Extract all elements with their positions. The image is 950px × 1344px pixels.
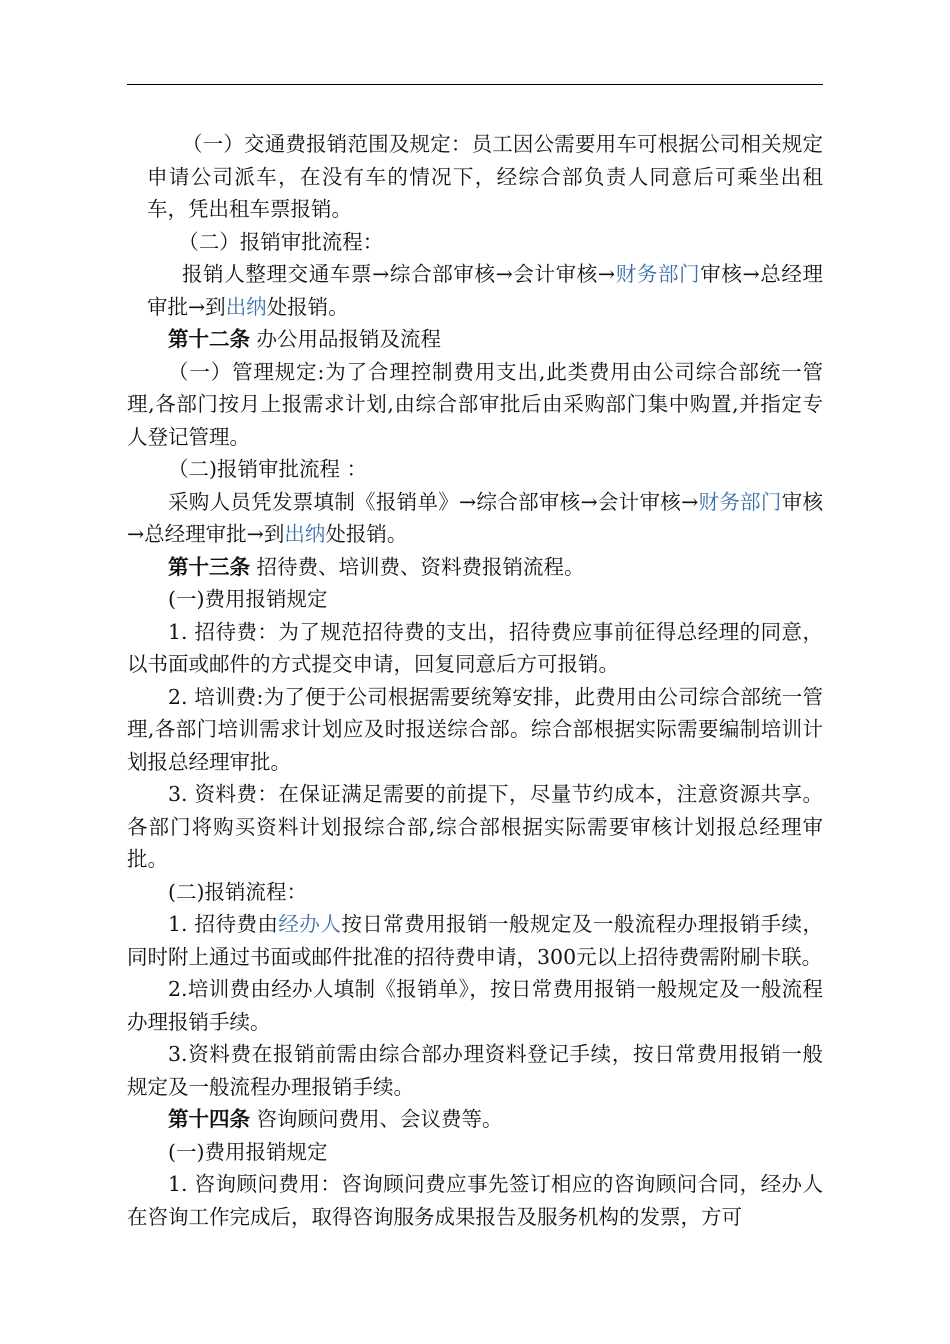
para-training-flow: 2.培训费由经办人填制《报销单》，按日常费用报销一般规定及一般流程办理报销手续。 — [127, 977, 823, 1034]
article-14-heading: 第十四条 咨询顾问费用、会议费等。 — [168, 1107, 503, 1131]
para-approval-heading-2: （二)报销审批流程 ： — [168, 457, 368, 481]
link-cashier[interactable]: 出纳 — [284, 522, 326, 546]
article-13-heading: 第十三条 招待费、培训费、资料费报销流程。 — [168, 554, 585, 579]
link-finance-dept[interactable]: 财务部门 — [698, 489, 782, 514]
para-approval-flow-1: 报销人整理交通车票→综合部审核→会计审核→财务部门审核→总经理审批→到出纳处报销。 — [147, 262, 824, 319]
article-12-heading: 第十二条 办公用品报销及流程 — [168, 327, 442, 351]
header-rule — [127, 84, 823, 85]
link-cashier[interactable]: 出纳 — [225, 294, 267, 319]
para-materials-rule: 3. 资料费：在保证满足需要的前提下，尽量节约成本，注意资源共享。各部门将购买资料计划报综合部,综合部根据实际需要审核计划报总经理审批。 — [127, 782, 823, 871]
para-expense-rules-heading-2: (一)费用报销规定 — [168, 1139, 328, 1164]
para-reimbursement-flow-heading: (二)报销流程： — [168, 879, 307, 904]
document-body — [127, 128, 823, 1233]
para-approval-heading-1: （二）报销审批流程： — [178, 229, 384, 254]
para-approval-flow-2: 采购人员凭发票填制《报销单》→综合部审核→会计审核→财务部门审核→总经理审批→到出纳处报销。 — [127, 489, 824, 546]
para-materials-flow: 3.资料费在报销前需由综合部办理资料登记手续，按日常费用报销一般规定及一般流程办理报销手续。 — [127, 1042, 823, 1099]
para-office-supplies-rules: （一）管理规定:为了合理控制费用支出,此类费用由公司综合部统一管理,各部门按月上报需求计划,由综合部审批后由采购部门集中购置,并指定专人登记管理。 — [127, 359, 823, 449]
para-entertainment-rule: 1. 招待费：为了规范招待费的支出，招待费应事前征得总经理的同意，以书面或邮件的方式提交申请，回复同意后方可报销。 — [127, 619, 823, 676]
para-training-rule: 2. 培训费:为了便于公司根据需要统筹安排，此费用由公司综合部统一管理,各部门培训需求计划应及时报送综合部。综合部根据实际需要编制培训计划报总经理审批。 — [127, 684, 823, 774]
para-transport-scope: （一）交通费报销范围及规定：员工因公需要用车可根据公司相关规定申请公司派车，在没有车的情况下，经综合部负责人同意后可乘坐出租车，凭出租车票报销。 — [147, 132, 823, 221]
link-finance-dept[interactable]: 财务部门 — [615, 262, 701, 286]
para-expense-rules-heading: (一)费用报销规定 — [168, 587, 328, 611]
para-consulting-rule: 1. 咨询顾问费用：咨询顾问费应事先签订相应的咨询顾问合同，经办人在咨询工作完成后，取得咨询服务成果报告及服务机构的发票，方可 — [127, 1172, 823, 1229]
link-handler[interactable]: 经办人 — [278, 912, 342, 936]
para-entertainment-flow: 1. 招待费由经办人按日常费用报销一般规定及一般流程办理报销手续，同时附上通过书面或邮件批准的招待费申请，300元以上招待费需附刷卡联。 — [127, 912, 824, 969]
